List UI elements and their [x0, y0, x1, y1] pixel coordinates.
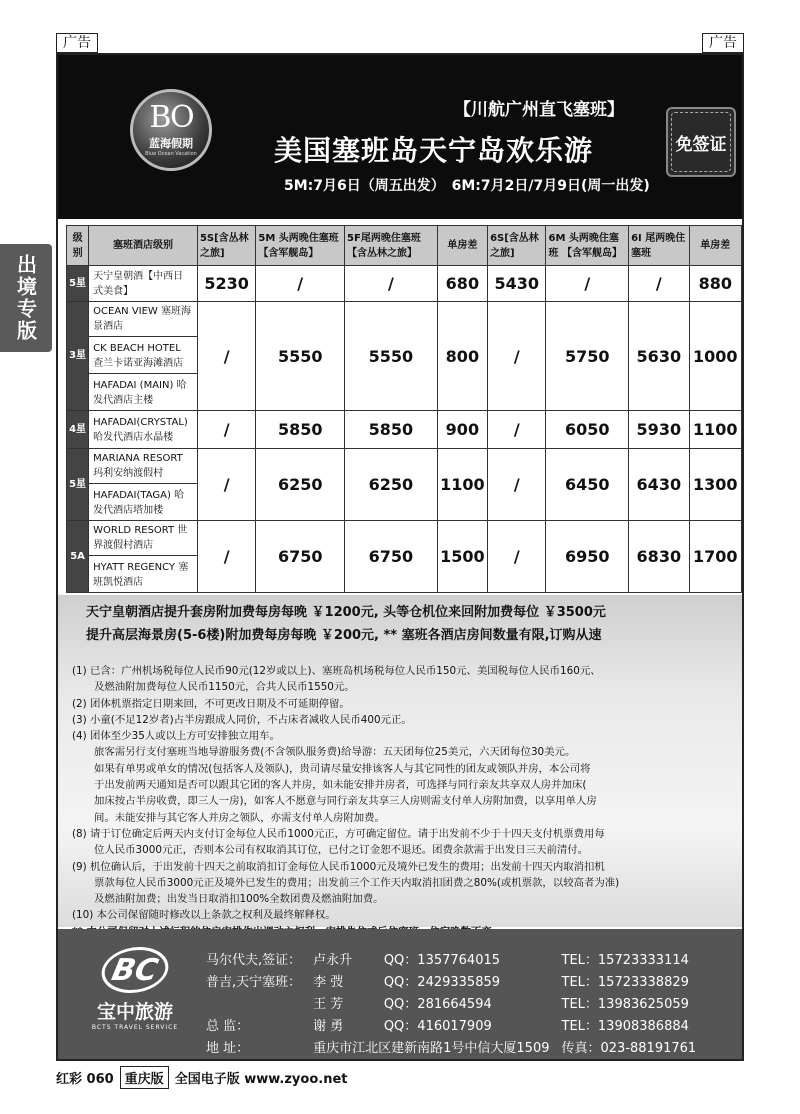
price-cell: 5630 [629, 302, 689, 411]
note-line: (4) 团体至少35人或以上方可安排独立用车。 [72, 730, 280, 743]
hotel-name: HAFADAI(CRYSTAL) 哈发代酒店水晶楼 [89, 411, 198, 449]
note-line: 及燃油附加费；出发当日取消扣100%全数团费及燃油附加费。 [94, 893, 384, 906]
col-header: 6M 头两晚住塞班 【含军舰岛】 [546, 226, 629, 266]
price-cell: / [488, 449, 546, 521]
col-header: 6S[含丛林之旅] [488, 226, 546, 266]
supplement-fees [86, 601, 726, 647]
hotel-name: 天宁皇朝酒【中西日式美食】 [89, 266, 198, 302]
table-header-row [67, 226, 742, 266]
price-cell: / [488, 302, 546, 411]
price-cell: 6750 [345, 521, 438, 593]
supplement-line: 提升高层海景房(5-6楼)附加费每房每晚 ￥200元, ** 塞班各酒店房间数量有限,订购从速 [86, 628, 602, 643]
price-cell: 5230 [197, 266, 255, 302]
price-cell: 6250 [345, 449, 438, 521]
price-cell: 5430 [488, 266, 546, 302]
price-cell: 1500 [437, 521, 487, 593]
hotel-name [89, 449, 198, 521]
price-cell: 6950 [546, 521, 629, 593]
col-header: 5M 头两晚住塞班 【含军舰岛】 [256, 226, 345, 266]
contact-row [200, 991, 702, 1013]
price-table [66, 225, 742, 593]
hotel-line: HAFADAI(TAGA) 哈发代酒店塔加楼 [89, 483, 197, 518]
edition-badge: 重庆版 [120, 1066, 169, 1089]
price-cell: 6250 [256, 449, 345, 521]
address-text: 重庆市江北区建新南路1号中信大厦1509 [313, 1040, 550, 1056]
address-label: 地 址： [206, 1040, 250, 1056]
star-level: 5星 [67, 266, 89, 302]
page-footer [56, 1066, 347, 1089]
price-cell: / [256, 266, 345, 302]
price-cell: 6450 [546, 449, 629, 521]
contact-tel: TEL：15723333114 [561, 952, 689, 968]
page-title: 美国塞班岛天宁岛欢乐游 [274, 134, 594, 167]
star-level: 5A [67, 521, 89, 593]
contact-qq: QQ：2429335859 [383, 974, 501, 990]
col-header: 5F尾两晚住塞班【含丛林之旅】 [345, 226, 438, 266]
table-row [67, 411, 742, 449]
price-cell: 1100 [437, 449, 487, 521]
price-cell: 880 [689, 266, 741, 302]
page-number: 红彩 060 [56, 1072, 114, 1087]
col-header: 塞班酒店级别 [89, 226, 198, 266]
contact-role: 普吉,天宁塞班： [206, 974, 302, 990]
bcts-cn-name: 宝中旅游 [96, 1001, 173, 1023]
price-cell: 5850 [256, 411, 345, 449]
terms-notes [72, 663, 722, 940]
logo-en-name: Blue Ocean Vacation [145, 151, 197, 157]
price-cell: 5550 [345, 302, 438, 411]
badge-ring-icon [671, 112, 731, 172]
price-cell: 1700 [689, 521, 741, 593]
logo-cn-name: 蓝海假期 [149, 137, 193, 150]
price-cell: 5550 [256, 302, 345, 411]
route-subtitle: 【川航广州直飞塞班】 [454, 100, 624, 120]
contact-row [200, 947, 702, 969]
hotel-line: HYATT REGENCY 塞班凯悦酒店 [89, 555, 197, 590]
note-line: (2) 团体机票指定日期来回，不可更改日期及不可延期停留。 [72, 697, 350, 710]
contact-tel: TEL：13908386884 [561, 1018, 689, 1034]
advert-header [58, 55, 742, 219]
note-line: 于出发前两天通知是否可以跟其它团的客人并房，如未能安排并房者，可选择与同行亲友共享双人房并加床( [94, 779, 587, 792]
contact-role: 马尔代夫,签证： [206, 952, 302, 968]
price-cell: / [488, 411, 546, 449]
star-level: 4星 [67, 411, 89, 449]
note-line: (1) 已含：广州机场税每位人民币90元(12岁或以上)、塞班岛机场税每位人民币150元、美国税每位人民币160元、 [72, 665, 601, 677]
note-line: 位人民币3000元正，否则本公司有权取消其订位，已付之订金恕不退还。团费余款需于出发日三天前清付。 [94, 844, 589, 857]
note-line: (9) 机位确认后，于出发前十四天之前取消扣订金每位人民币1000元及境外已发生的费用；出发前十四天内取消扣机 [72, 860, 605, 873]
price-cell: 5930 [629, 411, 689, 449]
edition-desc: 全国电子版 www.zyoo.net [174, 1072, 348, 1087]
note-line: 旅客需另行支付塞班当地导游服务费(不含领队服务费)给导游：五天团每位25美元，六天团每位30美元。 [94, 746, 576, 759]
contact-name: 王 芳 [313, 996, 344, 1012]
price-cell: 900 [437, 411, 487, 449]
bcts-logo [80, 947, 190, 1031]
hotel-line: CK BEACH HOTEL 查兰卡诺亚海滩酒店 [89, 336, 197, 371]
price-cell: / [197, 302, 255, 411]
note-line: 间。未能安排与其它客人并房之领队，亦需支付单人房附加费。 [94, 811, 385, 824]
table-row [67, 521, 742, 593]
price-cell: / [345, 266, 438, 302]
contacts-table [200, 947, 702, 1057]
contact-name: 李 弢 [313, 974, 344, 990]
table-row [67, 449, 742, 521]
bcts-logo-icon: BC [97, 947, 173, 993]
fax-number: 传真：023-88191761 [561, 1040, 697, 1056]
contact-row [200, 969, 702, 991]
col-header: 单房差 [689, 226, 741, 266]
col-header: 6I 尾两晚住塞班 [629, 226, 689, 266]
table-row [67, 302, 742, 411]
note-line: (10) 本公司保留随时修改以上条款之权利及最终解释权。 [72, 909, 336, 922]
table-row [67, 266, 742, 302]
price-cell: 800 [437, 302, 487, 411]
price-cell: 680 [437, 266, 487, 302]
hotel-name [89, 521, 198, 593]
note-line: 票款每位人民币3000元正及境外已发生的费用；出发前三个工作天内取消扣团费之80%(或机票款，以较高者为准) [94, 876, 620, 889]
contact-tel: TEL：15723338829 [561, 974, 689, 990]
departure-dates: 5M:7月6日（周五出发） 6M:7月2日/7月9日(周一出发) [284, 178, 650, 194]
contact-tel: TEL：13983625059 [561, 996, 689, 1012]
price-cell: 6750 [256, 521, 345, 593]
contact-qq: QQ：1357764015 [383, 952, 501, 968]
contact-name: 谢 勇 [313, 1018, 344, 1034]
price-cell: / [197, 449, 255, 521]
hotel-line: WORLD RESORT 世界渡假村酒店 [93, 525, 188, 551]
logo-mark: BO [149, 100, 193, 135]
address-row [200, 1035, 702, 1057]
contact-name: 卢永升 [313, 952, 353, 968]
contact-qq: QQ：281664594 [383, 996, 492, 1012]
advert-frame [56, 53, 744, 1061]
price-cell: / [546, 266, 629, 302]
col-header: 级别 [67, 226, 89, 266]
note-line: 如果有单男或单女的情况(包括客人及领队)，贵司请尽量安排该客人与其它同性的团友或领队并房，本公司将 [94, 762, 591, 775]
note-line: (3) 小童(不足12岁者)占半房跟成人同价，不占床者减收人民币400元正。 [72, 713, 412, 726]
blue-ocean-logo [130, 89, 212, 171]
hotel-name [89, 302, 198, 411]
col-header: 单房差 [437, 226, 487, 266]
side-section-tab: 出境专版 [0, 244, 52, 352]
contact-role [200, 991, 307, 1013]
price-cell: 5850 [345, 411, 438, 449]
price-cell: 1000 [689, 302, 741, 411]
ad-tag-left: 广告 [56, 33, 98, 53]
note-line: 加床按占半房收费，即三人一房)，如客人不愿意与同行亲友共享三人房则需支付单人房附加费，以享用单人房 [94, 795, 597, 808]
price-cell: 5750 [546, 302, 629, 411]
contact-footer [58, 929, 742, 1059]
hotel-line: MARIANA RESORT 玛利安纳渡假村 [93, 453, 183, 479]
price-cell: / [629, 266, 689, 302]
price-cell: 6430 [629, 449, 689, 521]
price-cell: / [197, 411, 255, 449]
supplement-line: 天宁皇朝酒店提升套房附加费每房每晚 ￥1200元, 头等仓机位来回附加费每位 ￥3500元 [86, 605, 606, 620]
col-header: 5S[含丛林之旅] [197, 226, 255, 266]
ad-tag-right: 广告 [702, 33, 744, 53]
bcts-en-name: BCTS TRAVEL SERVICE [91, 1024, 179, 1031]
note-line: (8) 请于订位确定后两天内支付订金每位人民币1000元正，方可确定留位。请于出发前不少于十四天支付机票费用每 [72, 827, 605, 840]
contact-row [200, 1013, 702, 1035]
price-cell: 6830 [629, 521, 689, 593]
hotel-line: OCEAN VIEW 塞班海景酒店 [93, 306, 192, 332]
contact-qq: QQ：416017909 [383, 1018, 492, 1034]
star-level: 5星 [67, 449, 89, 521]
visa-free-label: 免签证 [675, 134, 727, 155]
contact-role: 总 监： [206, 1018, 250, 1034]
note-line: 及燃油附加费每位人民币1150元，合共人民币1550元。 [94, 681, 355, 694]
star-level: 3星 [67, 302, 89, 411]
hotel-line: HAFADAI (MAIN) 哈发代酒店主楼 [89, 373, 197, 408]
price-cell: 1100 [689, 411, 741, 449]
price-cell: / [197, 521, 255, 593]
visa-free-badge [666, 107, 736, 177]
price-cell: / [488, 521, 546, 593]
price-cell: 1300 [689, 449, 741, 521]
price-cell: 6050 [546, 411, 629, 449]
